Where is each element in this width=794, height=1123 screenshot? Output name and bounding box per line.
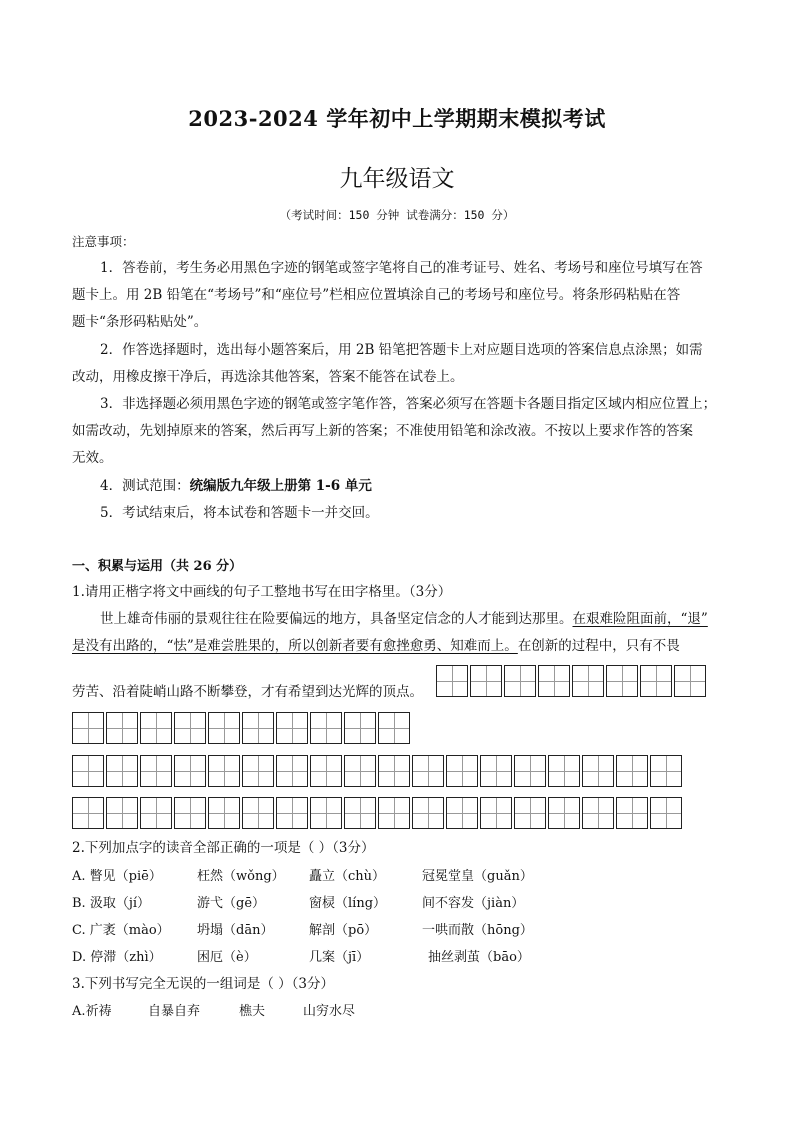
note-1-line-1: 1．答卷前，考生务必用黑色字迹的钢笔或签字笔将自己的准考证号、姓名、考场号和座位号填写在答 [100,260,703,276]
q2-b-word-3: 窗棂（líng） [309,896,387,911]
q1-underlined-2: 是没有出路的，“怯”是难尝胜果的，所以创新者要有愈挫愈勇、知难而上。 [72,638,518,654]
grid-cell[interactable] [106,797,138,829]
grid-cell[interactable] [412,755,444,787]
note-3-line-2: 如需改动，先划掉原来的答案，然后再写上新的答案；不准使用铅笔和涂改液。不按以上要求作答的答案 [72,423,693,439]
q3-stem: 3.下列书写完全无误的一组词是（ ）（3分） [72,976,335,992]
grid-cell[interactable] [582,755,614,787]
q1-passage-plain-2: 在创新的过程中，只有不畏 [517,638,680,654]
grid-cell[interactable] [174,712,206,744]
grid-cell[interactable] [208,797,240,829]
grid-cell[interactable] [242,797,274,829]
grid-cell[interactable] [208,755,240,787]
grid-cell[interactable] [106,755,138,787]
grid-cell[interactable] [310,712,342,744]
exam-title: 2023-2024 学年初中上学期期末模拟考试 [188,106,606,131]
q3-a-word-4: 山穷水尽 [303,1004,356,1019]
grid-cell[interactable] [174,797,206,829]
q2-d-word-4: 抽丝剥茧（bāo） [428,950,530,965]
q2-d-word-1: D. 停滞（zhì） [72,950,162,965]
note-1-line-2: 题卡上。用 2B 铅笔在“考场号”和“座位号”栏相应位置填涂自己的考场号和座位号。将条形码粘贴在答 [72,287,681,303]
grid-cell[interactable] [650,755,682,787]
grid-cell[interactable] [616,755,648,787]
grid-cell[interactable] [674,665,706,697]
grid-cell[interactable] [480,755,512,787]
grid-cell[interactable] [470,665,502,697]
grid-cell[interactable] [276,755,308,787]
grid-cell[interactable] [378,712,410,744]
grid-cell[interactable] [310,797,342,829]
q2-a-word-1: A. 瞥见（piē） [72,869,162,884]
grid-cell[interactable] [174,755,206,787]
grid-cell[interactable] [242,712,274,744]
grid-cell[interactable] [446,797,478,829]
grid-cell[interactable] [140,755,172,787]
notes-heading: 注意事项： [72,234,135,249]
note-2-line-1: 2．作答选择题时，选出每小题答案后，用 2B 铅笔把答题卡上对应题目选项的答案信息点涂黑；如需 [100,342,703,358]
writing-grid-row-4 [72,797,684,829]
grid-cell[interactable] [106,712,138,744]
q1-stem: 1.请用正楷字将文中画线的句子工整地书写在田字格里。（3分） [72,584,452,600]
grid-cell[interactable] [140,797,172,829]
grid-cell[interactable] [310,755,342,787]
q2-c-word-1: C. 广袤（mào） [72,923,170,938]
note-4 [100,480,372,494]
q2-d-word-2: 困厄（è） [197,950,257,965]
note-3-line-1: 3．非选择题必须用黑色字迹的钢笔或签字笔作答，答案必须写在答题卡各题目指定区域内相应位置上； [100,396,717,412]
grid-cell[interactable] [548,755,580,787]
grid-cell[interactable] [446,755,478,787]
grid-cell[interactable] [242,755,274,787]
q2-b-word-4: 间不容发（jiàn） [422,896,525,911]
q1-passage-plain-1: 世上雄奇伟丽的景观往往在险要偏远的地方，具备坚定信念的人才能到达那里。 [100,611,573,627]
note-4-scope: 统编版九年级上册第 1-6 单元 [189,478,372,494]
q2-d-word-3: 几案（jī） [309,950,370,965]
grid-cell[interactable] [480,797,512,829]
q3-a-word-1: A.祈祷 [72,1004,112,1019]
q3-a-word-3: 樵夫 [239,1004,266,1019]
note-2-line-2: 改动，用橡皮擦干净后，再选涂其他答案，答案不能答在试卷上。 [72,369,464,385]
grid-cell[interactable] [436,665,468,697]
grid-cell[interactable] [412,797,444,829]
grid-cell[interactable] [548,797,580,829]
grid-cell[interactable] [344,755,376,787]
q2-a-word-4: 冠冕堂皇（guǎn） [422,869,533,884]
q1-passage-line-3: 劳苦、沿着陡峭山路不断攀登，才有希望到达光辉的顶点。 [72,684,423,700]
q2-c-word-4: 一哄而散（hōng） [422,923,533,938]
q1-passage-line-2 [72,640,680,654]
writing-grid-row-2 [72,712,412,744]
writing-grid-row-1 [436,665,708,697]
note-4-prefix: 4．测试范围： [100,478,190,494]
grid-cell[interactable] [504,665,536,697]
grid-cell[interactable] [72,755,104,787]
subject-title: 九年级语文 [339,166,455,192]
exam-info: （考试时间：150 分钟 试卷满分：150 分） [279,208,515,222]
grid-cell[interactable] [514,797,546,829]
grid-cell[interactable] [378,755,410,787]
grid-cell[interactable] [640,665,672,697]
note-1-line-3: 题卡“条形码粘贴处”。 [72,314,208,330]
q2-c-word-3: 解剖（pō） [309,923,378,938]
grid-cell[interactable] [616,797,648,829]
q2-a-word-2: 枉然（wǒng） [197,869,285,884]
grid-cell[interactable] [276,797,308,829]
grid-cell[interactable] [344,797,376,829]
grid-cell[interactable] [514,755,546,787]
grid-cell[interactable] [72,797,104,829]
grid-cell[interactable] [378,797,410,829]
section-1-heading: 一、积累与运用（共 26 分） [72,559,243,574]
note-3-line-3: 无效。 [72,450,113,466]
grid-cell[interactable] [538,665,570,697]
q3-a-word-2: 自暴自弃 [148,1004,201,1019]
grid-cell[interactable] [344,712,376,744]
grid-cell[interactable] [582,797,614,829]
q1-passage-line-1 [100,613,708,627]
q1-underlined-1: 在艰难险阻面前，“退” [572,611,708,627]
grid-cell[interactable] [276,712,308,744]
grid-cell[interactable] [606,665,638,697]
note-5: 5．考试结束后，将本试卷和答题卡一并交回。 [100,505,379,521]
q2-c-word-2: 坍塌（dān） [197,923,274,938]
grid-cell[interactable] [572,665,604,697]
grid-cell[interactable] [140,712,172,744]
q2-a-word-3: 矗立（chù） [309,869,386,884]
grid-cell[interactable] [72,712,104,744]
grid-cell[interactable] [208,712,240,744]
q2-stem: 2.下列加点字的读音全部正确的一项是（ ）（3分） [72,840,375,856]
q2-b-word-1: B. 汲取（jí） [72,896,151,911]
q2-b-word-2: 游弋（gē） [197,896,266,911]
writing-grid-row-3 [72,755,684,787]
grid-cell[interactable] [650,797,682,829]
